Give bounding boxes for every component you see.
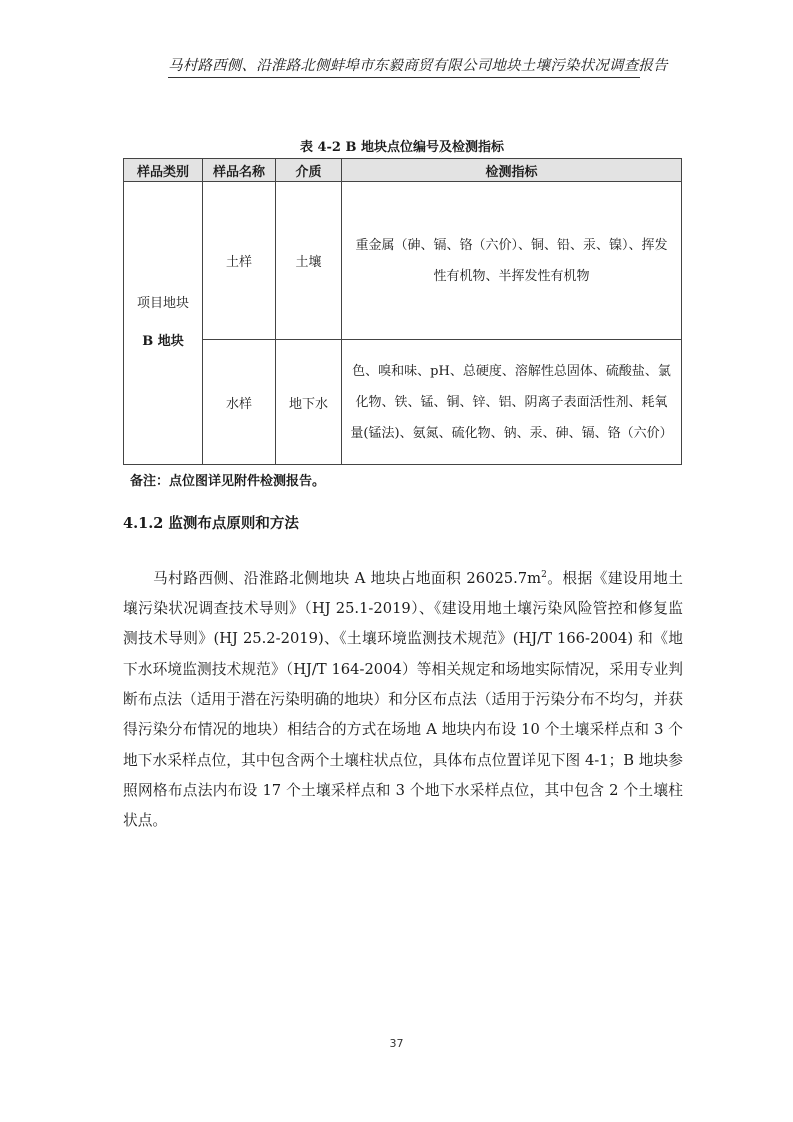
paragraph-text-2: 。根据《建设用地土壤污染状况调查技术导则》（HJ 25.1-2019）、《建设用地土壤污染风险管控和修复监测技术导则》(HJ 25.2-2019)、《土壤环境监测技术规范》(HJ/T 166-2004) 和《地下水环境监测技术规范》（HJ/T 164-2004）等相关规定和场地实际情况，采用专业判断布点法（适用于潜在污染明确的地块）和分区布点法（适用于污染分布不均匀，并获得污染分布情况的地块）相结合的方式在场地 A 地块内布设 10 个土壤采样点和 3 个地下水采样点位，其中包含两个土壤柱状点位，具体布点位置详见下图 4-1；B 地块参照网格布点法内布设 17 个土壤采样点和 3 个地下水采样点位，其中包含 2 个土壤柱状点。 bbox=[123, 569, 683, 830]
column-header: 样品类别 bbox=[124, 159, 203, 182]
indicators-cell: 重金属（砷、镉、铬（六价）、铜、铅、汞、镍）、挥发性有机物、半挥发性有机物 bbox=[342, 182, 682, 340]
medium-cell: 地下水 bbox=[276, 340, 342, 465]
paragraph-text-1: 马村路西侧、沿淮路北侧地块 A 地块占地面积 26025.7m bbox=[153, 569, 542, 587]
column-header: 样品名称 bbox=[203, 159, 276, 182]
body-paragraph bbox=[123, 560, 683, 837]
table-row bbox=[124, 182, 682, 340]
medium-cell: 土壤 bbox=[276, 182, 342, 340]
section-title: 4.1.2 监测布点原则和方法 bbox=[123, 515, 299, 532]
category-line: B 地块 bbox=[142, 334, 184, 349]
category-line: 项目地块 bbox=[136, 296, 189, 311]
table-caption: 表 4-2 B 地块点位编号及检测指标 bbox=[299, 140, 505, 155]
sample-name-cell: 土样 bbox=[203, 182, 276, 340]
column-header: 介质 bbox=[276, 159, 342, 182]
page-number: 37 bbox=[389, 1037, 404, 1050]
table-row bbox=[124, 340, 682, 465]
indicators-cell: 色、嗅和味、pH、总硬度、溶解性总固体、硫酸盐、氯化物、铁、锰、铜、锌、铝、阴离子表面活性剂、耗氧量(锰法)、氨氮、硫化物、钠、汞、砷、镉、铬（六价） bbox=[342, 340, 682, 465]
table-header-row bbox=[124, 159, 682, 182]
indicator-table bbox=[123, 158, 682, 465]
sample-category-cell bbox=[124, 182, 203, 465]
column-header: 检测指标 bbox=[342, 159, 682, 182]
superscript: 2 bbox=[541, 570, 547, 580]
running-header: 马村路西侧、沿淮路北侧蚌埠市东毅商贸有限公司地块土壤污染状况调查报告 bbox=[168, 54, 640, 78]
sample-name-cell: 水样 bbox=[203, 340, 276, 465]
table-note: 备注：点位图详见附件检测报告。 bbox=[130, 474, 326, 489]
